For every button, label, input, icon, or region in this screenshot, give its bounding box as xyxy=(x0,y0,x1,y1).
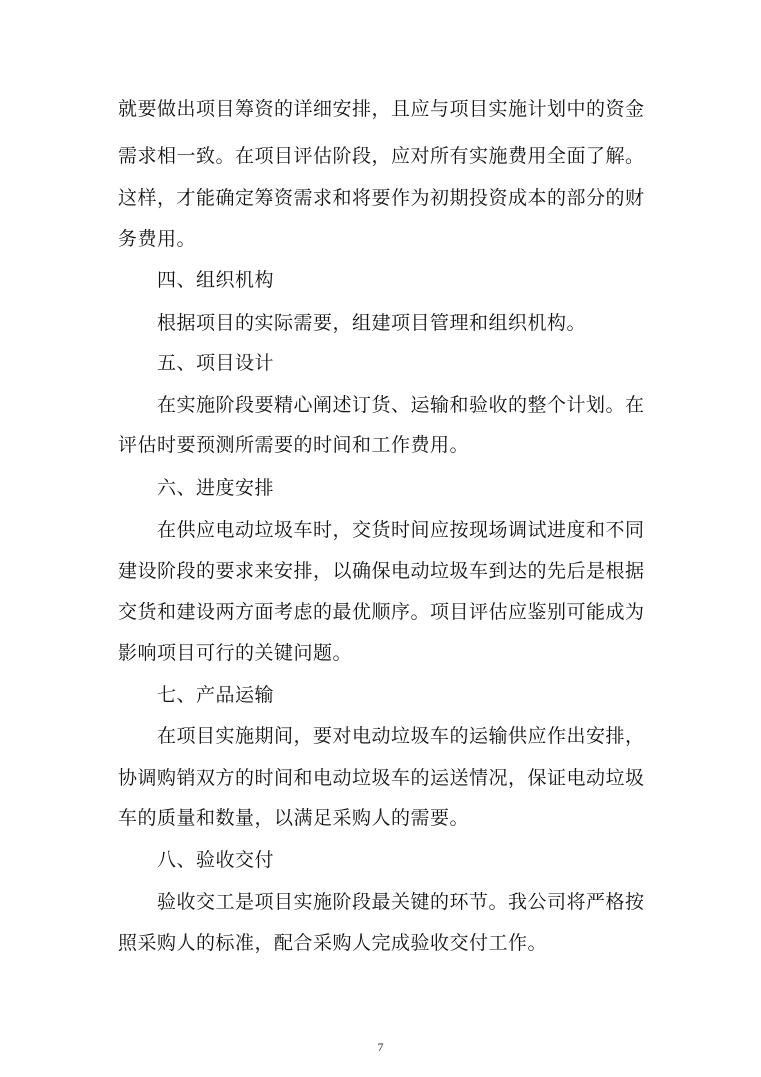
body-text-line: 交货和建设两方面考虑的最优顺序。项目评估应鉴别可能成为 xyxy=(118,601,645,623)
body-text-line: 需求相一致。在项目评估阶段，应对所有实施费用全面了解。 xyxy=(118,145,645,167)
body-text-line: 影响项目可行的关键问题。 xyxy=(118,642,353,664)
body-text-line: 车的质量和数量，以满足采购人的需要。 xyxy=(118,807,470,829)
body-text-line: 照采购人的标准，配合采购人完成验收交付工作。 xyxy=(118,932,548,954)
body-text-line: 这样，才能确定筹资需求和将要作为初期投资成本的部分的财 xyxy=(118,187,645,209)
section-heading: 六、进度安排 xyxy=(157,477,275,499)
body-text-line: 在实施阶段要精心阐述订货、运输和验收的整个计划。在 xyxy=(157,394,645,416)
section-heading: 八、验收交付 xyxy=(157,849,275,871)
body-text-line: 评估时要预测所需要的时间和工作费用。 xyxy=(118,434,470,456)
section-heading: 七、产品运输 xyxy=(157,684,275,706)
body-text-line: 在项目实施期间，要对电动垃圾车的运输供应作出安排， xyxy=(157,725,645,747)
body-text-line: 验收交工是项目实施阶段最关键的环节。我公司将严格按 xyxy=(157,891,645,913)
body-text-line: 根据项目的实际需要，组建项目管理和组织机构。 xyxy=(157,312,587,334)
page-number: 7 xyxy=(377,1040,384,1054)
body-text-line: 务费用。 xyxy=(118,228,197,250)
body-text-line: 协调购销双方的时间和电动垃圾车的运送情况，保证电动垃圾 xyxy=(118,767,645,789)
body-text-line: 建设阶段的要求来安排，以确保电动垃圾车到达的先后是根据 xyxy=(118,560,645,582)
section-heading: 四、组织机构 xyxy=(157,269,275,291)
body-text-line: 就要做出项目筹资的详细安排，且应与项目实施计划中的资金 xyxy=(118,98,645,120)
body-text-line: 在供应电动垃圾车时，交货时间应按现场调试进度和不同 xyxy=(157,519,645,541)
section-heading: 五、项目设计 xyxy=(157,352,275,374)
